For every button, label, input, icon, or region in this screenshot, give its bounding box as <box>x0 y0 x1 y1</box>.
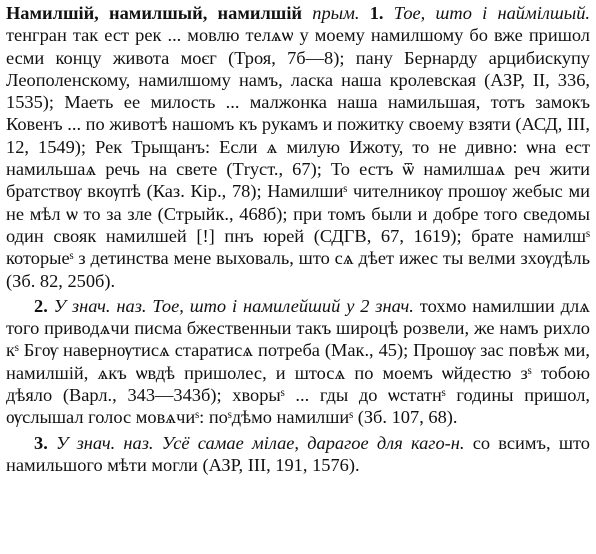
sense-definition-3: У знач. наз. Усё самае мілае, дарагое для каго-н. <box>56 432 465 453</box>
sense-citations-3: со всимъ, што намильшого мѣти могли (АЗР, III, 191, 1576). <box>6 432 590 475</box>
sense-definition-2-tail: намилейший у 2 знач. <box>242 295 414 316</box>
sense-citations-2: тохмо намилшии длѧ того приводѧчи писма бжественныи такъ широцѣ розвели, же намъ рихло кˢ Бгѹ навернѹтисѧ старатисѧ потреба (Мак., 45); Прошѹ зас повѣж ми, намилшій, ѧкъ ѡвдѣ пришолес, и штосѧ по моемъ ѡйдестю зˢ тобою дѣяло (Варл., 343—343б); хворыˢ ... гды до ѡстатнˢ годины пришол, ѹслышал голос мовѧчиˢ: поˢдѣмо намилшиˢ (Зб. 107, 68). <box>6 295 590 428</box>
sense-number-1: 1. <box>369 3 384 23</box>
entry-sense-3 <box>6 432 590 477</box>
sense-definition-1: Тое, што і наймілшый. <box>393 3 590 23</box>
headword: Намилшій, намилшый, намилшій <box>6 3 303 23</box>
sense-number-3: 3. <box>34 432 48 453</box>
entry-sense-2 <box>6 295 590 429</box>
sense-number-2: 2. <box>34 295 48 316</box>
sense-definition-2: У знач. наз. Тое, што і <box>53 295 238 316</box>
entry-sense-1 <box>6 2 590 292</box>
sense-citations-1: тенгран так ест рек ... мовлю телѧѡ у моему намилшому бо вже пришол есми концу живота моєг (Троя, 7б—8); пану Бернарду арцибискупу Леополенскому, намилшому намъ, ласка наша кролевская (АЗР, II, 336, 1535); Маеть ее милость ... малжонка наша намильшая, тотъ замокъ Ковенъ ... по животѣ нашомъ къ рукамъ и пожитку своему взяти (АСД, III, 12, 1549); Рек Трыщанъ: Если ѧ милую Ижоту, то не дивно: ѡна ест намильшаѧ речь на свете (Тryст., 67); То естъ ѿ намилшаѧ реч жити братствѹ вкѹпѣ (Каз. Кір., 78); Намилшиˢ чителникѹ прошѹ жебыс ми не мѣл ѡ то за зле (Стрыйк., 468б); при томъ были и добре того сведомы один свояк намилшей [!] пнъ юрей (СДГВ, 67, 1619); брате намилшˢ которыеˢ з детинства мене выховаль, што сѧ дѣет ижес ты велми зхѹдѣль (Зб. 82, 250б). <box>6 25 590 291</box>
part-of-speech: прым. <box>312 3 360 23</box>
